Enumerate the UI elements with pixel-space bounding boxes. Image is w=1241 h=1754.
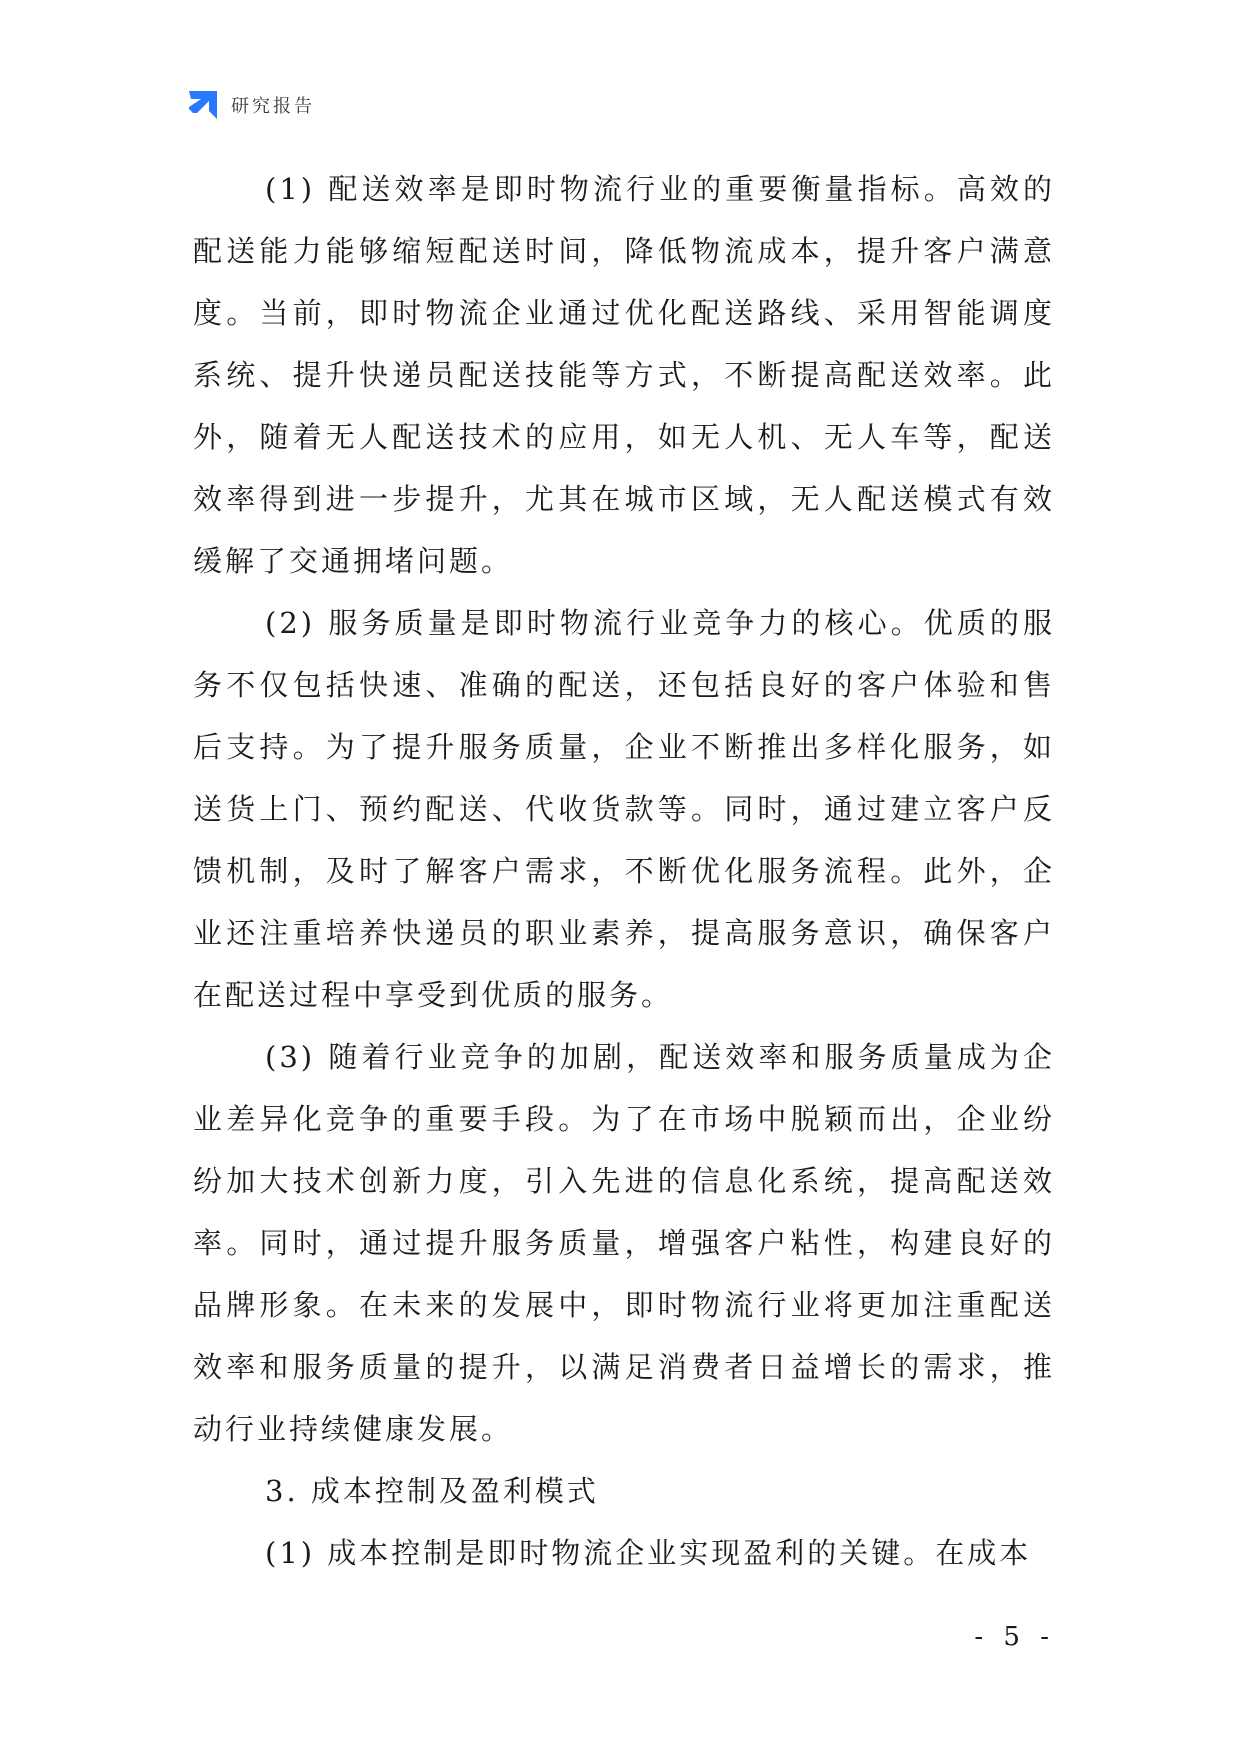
paragraph-2: (2) 服务质量是即时物流行业竞争力的核心。优质的服务不仅包括快速、准确的配送，还包括良好的客户体验和售后支持。为了提升服务质量，企业不断推出多样化服务，如送货上门、预约配送、代收货款等。同时，通过建立客户反馈机制，及时了解客户需求，不断优化服务流程。此外，企业还注重培养快递员的职业素养，提高服务意识，确保客户在配送过程中享受到优质的服务。: [193, 606, 1055, 1012]
report-header: [187, 88, 315, 122]
paragraph-3: (3) 随着行业竞争的加剧，配送效率和服务质量成为企业差异化竞争的重要手段。为了在市场中脱颖而出，企业纷纷加大技术创新力度，引入先进的信息化系统，提高配送效率。同时，通过提升服务质量，增强客户粘性，构建良好的品牌形象。在未来的发展中，即时物流行业将更加注重配送效率和服务质量的提升，以满足消费者日益增长的需求，推动行业持续健康发展。: [193, 1040, 1055, 1446]
section-paragraph-1: (1) 成本控制是即时物流企业实现盈利的关键。在成本: [265, 1536, 1032, 1570]
header-label: 研究报告: [231, 96, 315, 117]
page-number: - 5 -: [974, 1622, 1055, 1652]
section-heading: 3. 成本控制及盈利模式: [265, 1474, 599, 1508]
paragraph-1: (1) 配送效率是即时物流行业的重要衡量指标。高效的配送能力能够缩短配送时间，降低物流成本，提升客户满意度。当前，即时物流企业通过优化配送路线、采用智能调度系统、提升快递员配送技能等方式，不断提高配送效率。此外，随着无人配送技术的应用，如无人机、无人车等，配送效率得到进一步提升，尤其在城市区域，无人配送模式有效缓解了交通拥堵问题。: [193, 172, 1055, 578]
document-body: [193, 158, 1055, 1584]
arrow-up-right-icon: [187, 89, 219, 121]
